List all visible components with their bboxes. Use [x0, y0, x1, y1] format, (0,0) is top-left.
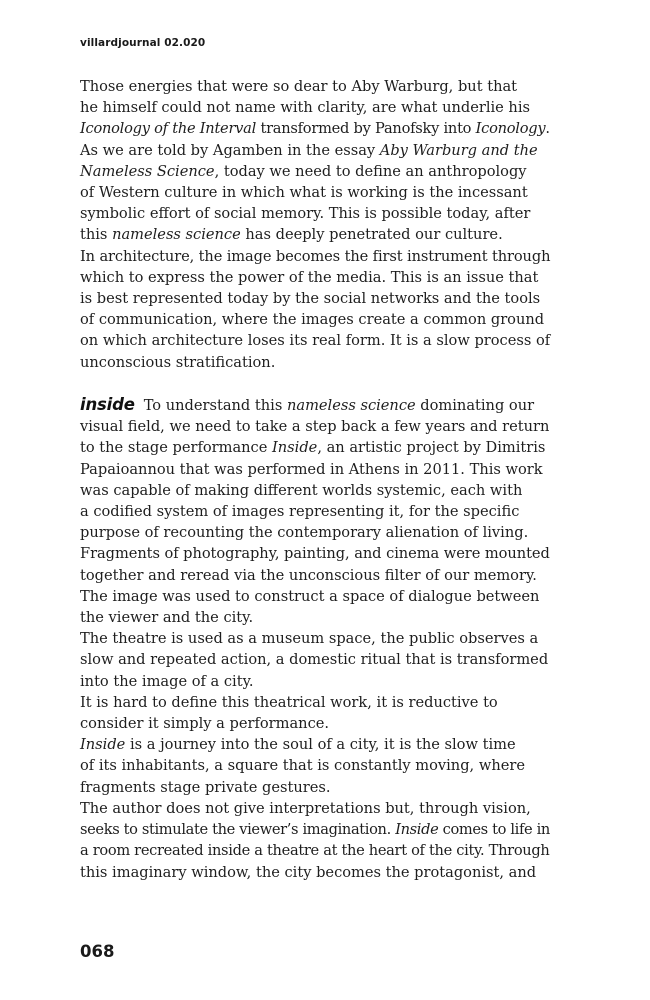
- paragraph-gap: [80, 373, 550, 394]
- text-segment: which to express the power of the media. This is an issue that: [80, 268, 539, 286]
- text-segment: of Western culture in which what is working is the incessant: [80, 184, 528, 202]
- text-line: [80, 309, 550, 330]
- text-line: [80, 140, 550, 161]
- text-line: [80, 862, 550, 883]
- text-segment: this imaginary window, the city becomes the protagonist, and: [80, 863, 537, 881]
- section-label: inside: [80, 395, 135, 415]
- text-line: [80, 76, 550, 97]
- italic-text: Iconology of the Interval: [80, 120, 257, 138]
- text-segment: .: [545, 120, 550, 138]
- text-line: [80, 628, 550, 649]
- text-segment: of its inhabitants, a square that is constantly moving, where: [80, 757, 525, 775]
- text-segment: unconscious stratification.: [80, 353, 276, 371]
- text-line: [80, 565, 550, 586]
- text-segment: he himself could not name with clarity, are what underlie his: [80, 99, 530, 117]
- text-segment: , an artistic project by Dimitris: [317, 439, 546, 457]
- text-segment: Papaioannou that was performed in Athens in 2011. This work: [80, 460, 543, 478]
- italic-text: nameless science: [112, 226, 241, 244]
- page-number: 068: [80, 942, 115, 961]
- text-segment: has deeply penetrated our culture.: [240, 226, 503, 244]
- text-line: [80, 649, 550, 670]
- text-line: [80, 522, 550, 543]
- italic-text: Aby Warburg and the: [379, 141, 538, 159]
- text-line: [80, 734, 550, 755]
- text-segment: , today we need to define an anthropology: [214, 162, 527, 180]
- text-segment: to the stage performance: [80, 439, 273, 457]
- text-line: [80, 819, 550, 840]
- text-segment: was capable of making different worlds systemic, each with: [80, 481, 523, 499]
- text-line: [80, 246, 550, 267]
- text-segment: is best represented today by the social networks and the tools: [80, 290, 541, 308]
- text-line: [80, 203, 550, 224]
- text-segment: consider it simply a performance.: [80, 715, 330, 733]
- text-segment: In architecture, the image becomes the first instrument through: [80, 247, 551, 265]
- text-line: [80, 118, 550, 139]
- text-line: [80, 798, 550, 819]
- text-line: [80, 586, 550, 607]
- text-line: [80, 224, 550, 245]
- text-line: [80, 459, 550, 480]
- text-segment: on which architecture loses its real form. It is a slow process of: [80, 332, 551, 350]
- text-line: [80, 267, 550, 288]
- text-line: [80, 543, 550, 564]
- text-line: [80, 394, 550, 416]
- text-segment: As we are told by Agamben in the essay: [80, 141, 380, 159]
- text-segment: fragments stage private gestures.: [80, 778, 331, 796]
- text-line: [80, 671, 550, 692]
- text-line: [80, 755, 550, 776]
- text-segment: symbolic effort of social memory. This is possible today, after: [80, 205, 531, 223]
- text-segment: dominating our: [415, 397, 535, 415]
- text-line: [80, 182, 550, 203]
- text-segment: The author does not give interpretations but, through vision,: [80, 799, 531, 817]
- italic-text: nameless science: [286, 397, 416, 415]
- italic-text: Inside: [80, 736, 126, 754]
- text-segment: seeks to stimulate the viewer’s imagination.: [80, 821, 396, 839]
- running-head: villardjournal 02.020: [80, 37, 206, 49]
- text-line: [80, 437, 550, 458]
- text-segment: purpose of recounting the contemporary alienation of living.: [80, 524, 529, 542]
- text-segment: comes to life in: [438, 821, 550, 839]
- italic-text: Iconology: [475, 120, 546, 138]
- text-line: [80, 713, 550, 734]
- body-text: [80, 76, 550, 883]
- text-segment: is a journey into the soul of a city, it is the slow time: [125, 736, 516, 754]
- text-segment: Those energies that were so dear to Aby Warburg, but that: [80, 78, 518, 95]
- text-segment: The theatre is used as a museum space, the public observes a: [80, 630, 539, 648]
- text-line: [80, 777, 550, 798]
- text-segment: Fragments of photography, painting, and cinema were mounted: [80, 545, 550, 563]
- text-line: [80, 97, 550, 118]
- text-line: [80, 501, 550, 522]
- italic-text: Nameless Science: [80, 162, 215, 180]
- text-line: [80, 330, 550, 351]
- text-segment: the viewer and the city.: [80, 609, 254, 627]
- text-line: [80, 607, 550, 628]
- text-line: [80, 416, 550, 437]
- italic-text: Inside: [272, 439, 318, 457]
- text-segment: It is hard to define this theatrical work, it is reductive to: [80, 693, 498, 711]
- italic-text: Inside: [395, 821, 439, 839]
- text-segment: into the image of a city.: [80, 672, 254, 690]
- text-line: [80, 288, 550, 309]
- text-segment: a room recreated inside a theatre at the heart of the city. Through: [80, 842, 550, 860]
- text-segment: To understand this: [143, 397, 287, 415]
- text-segment: visual field, we need to take a step back a few years and return: [80, 418, 550, 436]
- text-line: [80, 161, 550, 182]
- text-line: [80, 840, 550, 861]
- text-segment: this: [80, 226, 113, 244]
- text-line: [80, 480, 550, 501]
- text-segment: together and reread via the unconscious filter of our memory.: [80, 566, 537, 584]
- text-line: [80, 692, 550, 713]
- text-segment: slow and repeated action, a domestic ritual that is transformed: [80, 651, 549, 669]
- text-segment: The image was used to construct a space of dialogue between: [80, 587, 540, 605]
- text-segment: a codified system of images representing it, for the specific: [80, 503, 520, 521]
- text-segment: transformed by Panofsky into: [256, 120, 476, 138]
- text-segment: of communication, where the images create a common ground: [80, 311, 545, 329]
- text-line: [80, 352, 550, 373]
